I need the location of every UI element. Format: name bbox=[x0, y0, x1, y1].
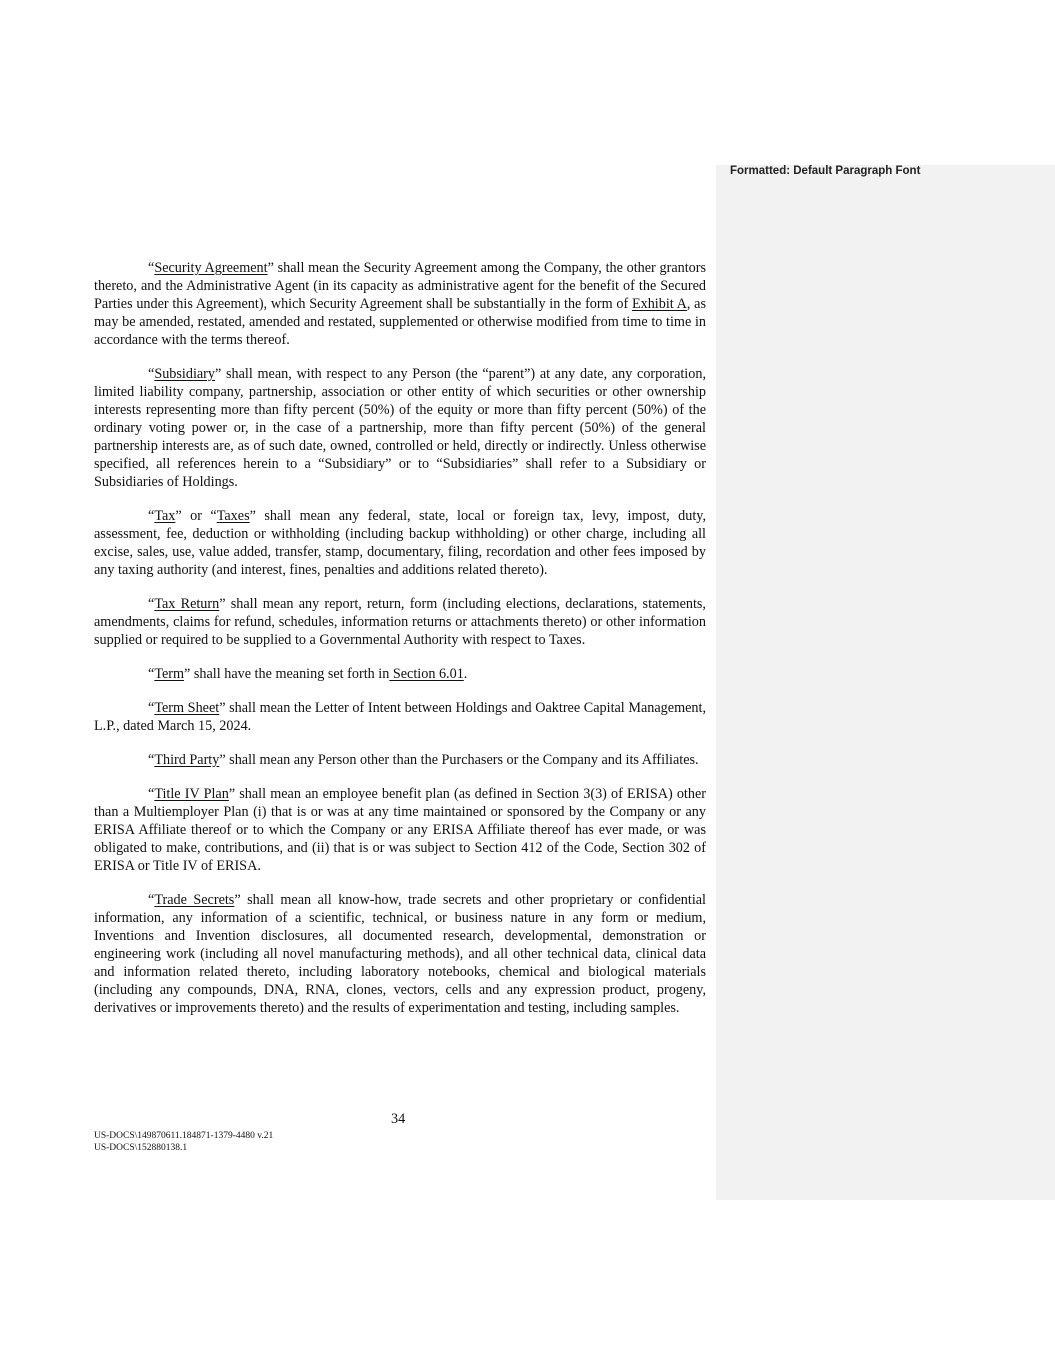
defined-term: Trade Secrets bbox=[154, 892, 235, 908]
defined-term: Tax Return bbox=[154, 596, 220, 612]
defined-term: Taxes bbox=[216, 508, 250, 524]
definition-subsidiary: “Subsidiary” shall mean, with respect to any Person (the “parent”) at any date, any corporation, limited liability company, partnership, association or other entity of which securities or other ownership interests representing more than fifty percent (50%) of the equity or more than fifty percent (50%) of the ordinary voting power or, in the case of a partnership, more than fifty percent (50%) of the general partnership interests are, as of such date, owned, controlled or held, directly or indirectly. Unless otherwise specified, all references herein to a “Subsidiary” or to “Subsidiaries” shall refer to a Subsidiary or Subsidiaries of Holdings. bbox=[94, 366, 706, 490]
exhibit-reference: Exhibit A bbox=[631, 296, 687, 312]
definition-third-party: “Third Party” shall mean any Person other than the Purchasers or the Company and its Affiliates. bbox=[148, 752, 699, 768]
defined-term: Term bbox=[154, 666, 185, 682]
defined-term: Title IV Plan bbox=[154, 786, 229, 802]
defined-term: Subsidiary bbox=[154, 366, 216, 382]
definition-title-iv-plan: “Title IV Plan” shall mean an employee benefit plan (as defined in Section 3(3) of ERISA) other than a Multiemployer Plan (i) that is or was at any time maintained or sponsored by the Company or any ERISA Affiliate thereof or to which the Company or any ERISA Affiliate thereof has ever made, or was obligated to make, contributions, and (ii) that is or was subject to Section 412 of the Code, Section 302 of ERISA or Title IV of ERISA. bbox=[94, 786, 706, 874]
definition-term: “Term” shall have the meaning set forth in Section 6.01. bbox=[148, 666, 468, 682]
defined-term: Third Party bbox=[154, 752, 220, 768]
definition-trade-secrets: “Trade Secrets” shall mean all know-how, trade secrets and other proprietary or confidential information, any information of a scientific, technical, or business nature in any form or medium, Inventions and Invention disclosures, all documented research, developmental, demonstration or engineering work (including all novel manufacturing methods), and all other technical data, clinical data and information related thereto, including laboratory notebooks, chemical and biological materials (including any compounds, DNA, RNA, clones, vectors, cells and any expression product, progeny, derivatives or improvements thereto) and the results of experimentation and testing, including samples. bbox=[94, 892, 706, 1016]
definition-tax: “Tax” or “Taxes” shall mean any federal, state, local or foreign tax, levy, impost, duty, assessment, fee, deduction or withholding (including backup withholding) or other charge, including all excise, sales, use, value added, transfer, stamp, documentary, filing, recordation and other fees imposed by any taxing authority (and interest, fines, penalties and additions related thereto). bbox=[94, 508, 706, 578]
definition-tax-return: “Tax Return” shall mean any report, return, form (including elections, declarations, statements, amendments, claims for refund, schedules, information returns or attachments thereto) or other information supplied or required to be supplied to a Governmental Authority with respect to Taxes. bbox=[94, 596, 706, 648]
defined-term: Term Sheet bbox=[154, 700, 220, 716]
definition-security-agreement: “Security Agreement” shall mean the Security Agreement among the Company, the other grantors thereto, and the Administrative Agent (in its capacity as administrative agent for the benefit of the Secured Parties under this Agreement), which Security Agreement shall be substantially in the form of Exhibit A, as may be amended, restated, amended and restated, supplemented or otherwise modified from time to time in accordance with the terms thereof. bbox=[94, 260, 707, 348]
comment-pane bbox=[716, 165, 1055, 1200]
document-body bbox=[94, 259, 706, 1033]
defined-term: Tax bbox=[154, 508, 176, 524]
comment-pane-label: Formatted: Default Paragraph Font bbox=[730, 165, 921, 177]
document-id: US-DOCS\149870611.184871-1379-4480 v.21 bbox=[94, 1131, 274, 1141]
definition-term-sheet: “Term Sheet” shall mean the Letter of Intent between Holdings and Oaktree Capital Management, L.P., dated March 15, 2024. bbox=[94, 700, 706, 734]
page-number: 34 bbox=[391, 1111, 406, 1127]
document-id: US-DOCS\152880138.1 bbox=[94, 1143, 188, 1153]
defined-term: Security Agreement bbox=[154, 260, 268, 276]
document-ids bbox=[94, 1130, 273, 1154]
section-reference: Section 6.01 bbox=[389, 666, 464, 682]
